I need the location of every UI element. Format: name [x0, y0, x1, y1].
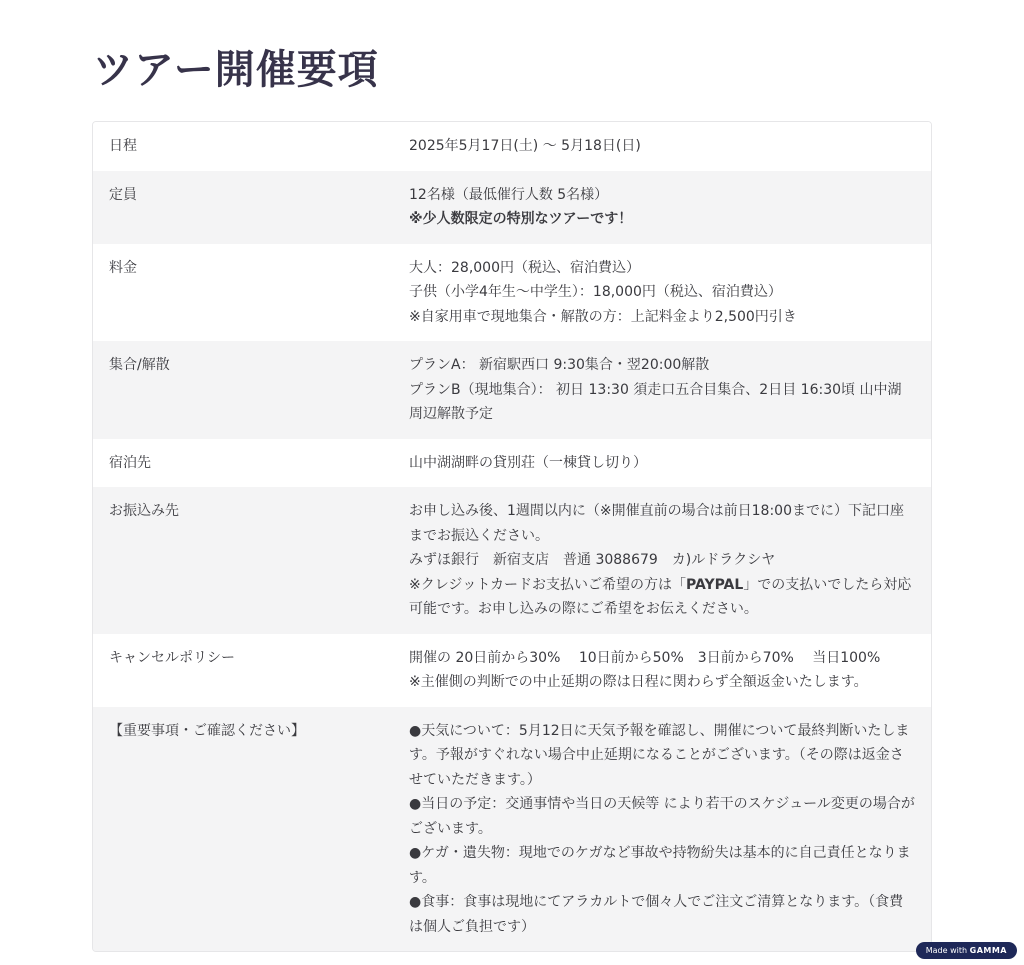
table-row-payment — [93, 487, 931, 634]
row-label: キャンセルポリシー — [109, 649, 235, 666]
value-line: お申し込み後、1週間以内に（※開催直前の場合は前日18:00までに）下記口座までお振込ください。 — [409, 503, 904, 544]
row-label: 【重要事項・ご確認ください】 — [93, 707, 393, 952]
page-title: ツアー開催要項 — [93, 47, 379, 93]
row-value — [393, 171, 931, 244]
value-line: みずほ銀行 新宿支店 普通 3088679 カ)ルドラクシヤ — [409, 552, 776, 568]
value-line: 12名様（最低催行人数 5名様） — [409, 186, 609, 203]
row-value — [393, 122, 931, 171]
row-label: 集合/解散 — [93, 341, 393, 439]
row-value — [393, 244, 931, 342]
row-value — [393, 634, 931, 707]
value-line: 山中湖湖畔の貸別荘（一棟貸し切り） — [409, 454, 647, 471]
value-line: ●天気について：5月12日に天気予報を確認し、開催について最終判断いたします。予報がすぐれない場合中止延期になることがございます。（その際は返金させていただきます。） — [409, 722, 910, 788]
value-line: ※自家用車で現地集合・解散の方：上記料金より2,500円引き — [409, 308, 797, 325]
value-line: プランB（現地集合）： 初日 13:30 須走口五合目集合、2日目 16:30頃 山中湖周辺解散予定 — [409, 381, 902, 422]
value-line: ●当日の予定：交通事情や当日の天候等 により若干のスケジュール変更の場合がございます。 — [409, 796, 915, 837]
table-row-meeting — [93, 341, 931, 439]
value-line: ●ケガ・遺失物：現地でのケガなど事故や持物紛失は基本的に自己責任となります。 — [409, 845, 911, 886]
row-value — [393, 707, 931, 952]
paypal-word: PAYPAL — [685, 576, 744, 593]
row-label: 宿泊先 — [109, 454, 151, 471]
table-row-capacity — [93, 171, 931, 244]
row-value — [393, 487, 931, 634]
value-line: 子供（小学4年生〜中学生）：18,000円（税込、宿泊費込） — [409, 284, 782, 300]
table-row-important — [93, 707, 931, 952]
paypal-note-pre: ※クレジットカードお支払いご希望の方は「 — [409, 576, 686, 593]
row-label: お振込み先 — [93, 487, 393, 634]
row-value — [393, 341, 931, 439]
badge-prefix: Made with — [925, 946, 970, 955]
value-line: 2025年5月17日(土) 〜 5月18日(日) — [409, 138, 641, 154]
value-line-emphasis: ※少人数限定の特別なツアーです！ — [409, 211, 633, 227]
made-with-gamma-badge[interactable] — [916, 942, 1017, 959]
value-line: ※主催側の判断での中止延期の際は日程に関わらず全額返金いたします。 — [409, 674, 868, 690]
table-row-cancel-policy — [93, 634, 931, 707]
value-line: プランA： 新宿駅西口 9:30集合・翌20:00解散 — [409, 357, 710, 373]
table-row-accommodation — [93, 439, 931, 488]
row-value — [393, 439, 931, 488]
table-row-schedule — [93, 122, 931, 171]
value-line: ●食事：食事は現地にてアラカルトで個々人でご注文ご清算となります。（食費は個人ご負担です） — [409, 894, 904, 935]
row-label: 定員 — [93, 171, 393, 244]
tour-details-table — [92, 121, 932, 952]
paypal-note — [409, 573, 915, 622]
row-label: 料金 — [109, 259, 137, 276]
value-line: 大人：28,000円（税込、宿泊費込） — [409, 259, 640, 276]
table-row-price — [93, 244, 931, 342]
paypal-note-post: 」での支払いでしたら対応可能です。お申し込みの際にご希望をお伝えください。 — [409, 576, 912, 617]
value-line: 開催の 20日前から30% 10日前から50% 3日前から70% 当日100% — [409, 649, 881, 666]
badge-brand: GAMMA — [969, 946, 1007, 955]
row-label: 日程 — [109, 138, 137, 154]
